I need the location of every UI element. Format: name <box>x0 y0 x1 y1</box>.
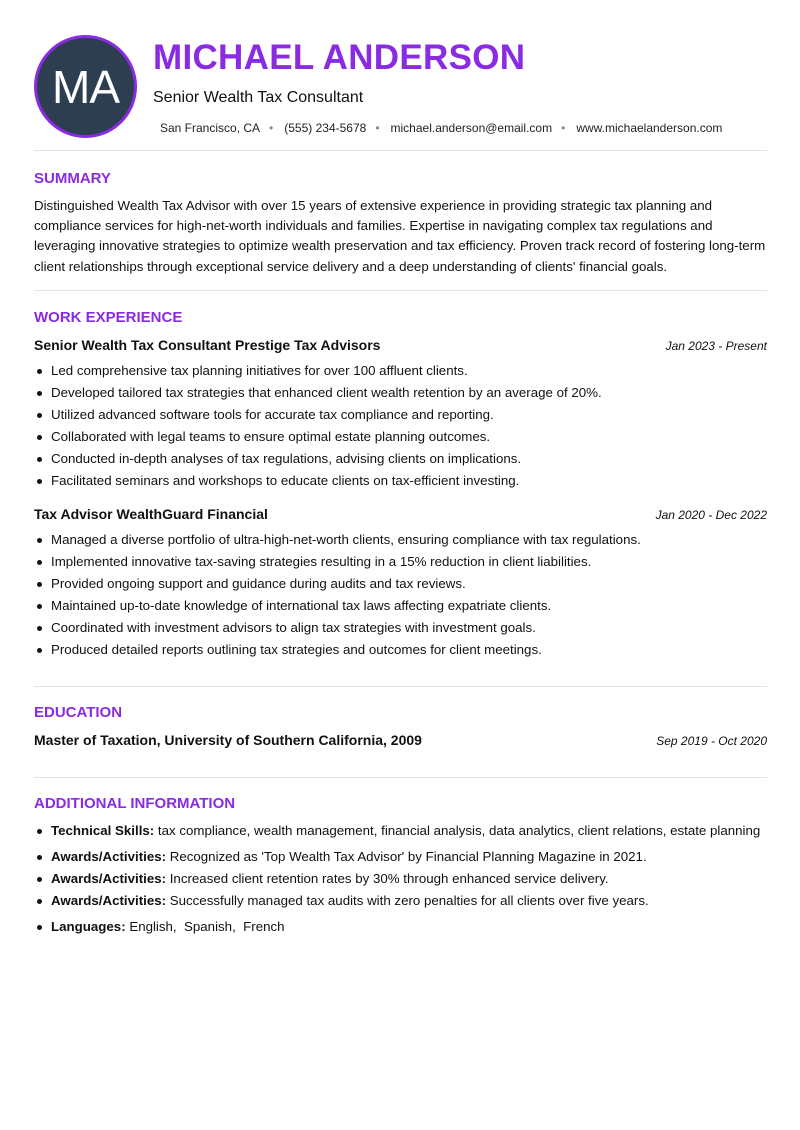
degree: Master of Taxation, University of Southern California, 2009 <box>34 732 422 748</box>
separator-dot: • <box>375 121 380 135</box>
item-label: Awards/Activities: <box>51 849 167 864</box>
section-heading-additional: ADDITIONAL INFORMATION <box>34 795 236 812</box>
separator-dot: • <box>561 121 566 135</box>
list-item: Implemented innovative tax-saving strategies resulting in a 15% reduction in client liabilities. <box>34 551 641 573</box>
section-heading-experience: WORK EXPERIENCE <box>34 309 183 326</box>
section-heading-summary: SUMMARY <box>34 170 111 187</box>
avatar-initials: MA <box>52 60 119 113</box>
list-item <box>34 820 760 846</box>
contact-email[interactable]: michael.anderson@email.com <box>390 121 553 135</box>
education-entry <box>34 732 767 748</box>
item-text: English, Spanish, French <box>125 919 285 934</box>
summary-text: Distinguished Wealth Tax Advisor with over 15 years of extensive experience in providing strategic tax planning and compliance services for high-net-worth individuals and families. Expertise in navigating complex tax regulations and leveraging innovative strategies to optimize wealth preservation and tax efficiency. Proven track record of fostering long-term client relationships through exceptional service delivery and a deep understanding of clients' financial goals. <box>34 198 766 274</box>
list-item <box>34 846 760 868</box>
list-item: Utilized advanced software tools for accurate tax compliance and reporting. <box>34 404 602 426</box>
job-bullets <box>34 360 602 492</box>
list-item: Collaborated with legal teams to ensure optimal estate planning outcomes. <box>34 426 602 448</box>
divider <box>34 290 767 291</box>
divider <box>34 686 767 687</box>
list-item <box>34 916 760 938</box>
avatar <box>34 35 137 138</box>
candidate-title: Senior Wealth Tax Consultant <box>153 89 364 106</box>
list-item: Provided ongoing support and guidance during audits and tax reviews. <box>34 573 641 595</box>
list-item: Produced detailed reports outlining tax strategies and outcomes for client meetings. <box>34 639 641 661</box>
divider <box>34 150 767 151</box>
item-label: Technical Skills: <box>51 823 155 838</box>
job-header <box>34 506 767 522</box>
job-title: Senior Wealth Tax Consultant Prestige Tax Advisors <box>34 337 381 353</box>
item-label: Awards/Activities: <box>51 871 167 886</box>
divider <box>34 777 767 778</box>
job-bullets <box>34 529 641 661</box>
list-item: Managed a diverse portfolio of ultra-high-net-worth clients, ensuring compliance with tax regulations. <box>34 529 641 551</box>
list-item <box>34 890 760 916</box>
separator-dot: • <box>269 121 274 135</box>
contact-line <box>160 121 722 135</box>
list-item: Led comprehensive tax planning initiatives for over 100 affluent clients. <box>34 360 602 382</box>
item-text: Increased client retention rates by 30% through enhanced service delivery. <box>166 871 609 886</box>
list-item <box>34 868 760 890</box>
additional-list <box>34 820 760 938</box>
contact-phone: (555) 234-5678 <box>284 121 367 135</box>
item-text: Recognized as 'Top Wealth Tax Advisor' by Financial Planning Magazine in 2021. <box>166 849 647 864</box>
job-header <box>34 337 767 353</box>
item-text: tax compliance, wealth management, financial analysis, data analytics, client relations, estate planning <box>154 823 761 838</box>
list-item: Facilitated seminars and workshops to educate clients on tax-efficient investing. <box>34 470 602 492</box>
list-item: Conducted in-depth analyses of tax regulations, advising clients on implications. <box>34 448 602 470</box>
list-item: Maintained up-to-date knowledge of international tax laws affecting expatriate clients. <box>34 595 641 617</box>
job-title: Tax Advisor WealthGuard Financial <box>34 506 268 522</box>
item-label: Languages: <box>51 919 126 934</box>
item-label: Awards/Activities: <box>51 893 167 908</box>
list-item: Coordinated with investment advisors to align tax strategies with investment goals. <box>34 617 641 639</box>
candidate-name: MICHAEL ANDERSON <box>153 38 526 77</box>
section-heading-education: EDUCATION <box>34 704 123 721</box>
item-text: Successfully managed tax audits with zero penalties for all clients over five years. <box>166 893 649 908</box>
education-dates: Sep 2019 - Oct 2020 <box>656 734 767 748</box>
job-dates: Jan 2020 - Dec 2022 <box>655 508 767 522</box>
job-dates: Jan 2023 - Present <box>665 339 767 353</box>
contact-website[interactable]: www.michaelanderson.com <box>576 121 723 135</box>
contact-location: San Francisco, CA <box>160 121 261 135</box>
list-item: Developed tailored tax strategies that enhanced client wealth retention by an average of 20%. <box>34 382 602 404</box>
